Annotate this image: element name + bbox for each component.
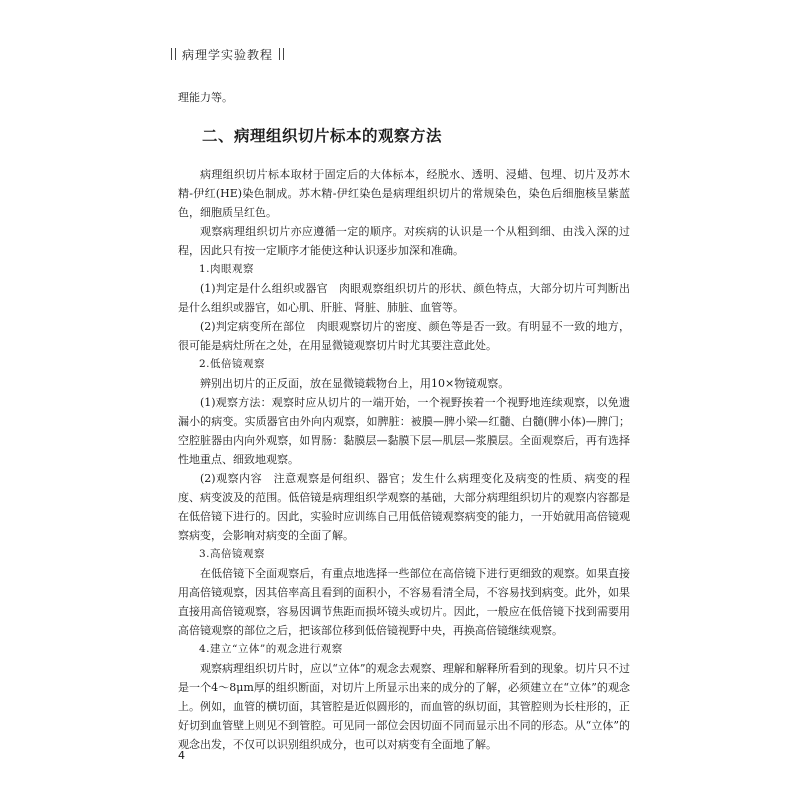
running-header-title: 病理学实验教程 bbox=[182, 48, 274, 62]
paragraph: (1)判定是什么组织或器官 肉眼观察组织切片的形状、颜色特点，大部分切片可判断出是什么组织或器官，如心肌、肝脏、肾脏、肺脏、血管等。 bbox=[178, 282, 630, 314]
subheading-naked-eye: 1.肉眼观察 bbox=[199, 263, 255, 275]
paragraph: (1)观察方法：观察时应从切片的一端开始，一个视野挨着一个视野地连续观察，以免遗漏小的病变。实质器官由外向内观察，如脾脏：被膜—脾小梁—红髓、白髓(脾小体)—脾门；空腔脏器由内向外观察，如胃肠：黏膜层—黏膜下层—肌层—浆膜层。全面观察后，再有选择性地重点、细致地观察。 bbox=[178, 396, 630, 466]
running-header bbox=[171, 46, 284, 63]
paragraph: 观察病理组织切片时，应以“立体”的观念去观察、理解和解释所看到的现象。切片只不过是一个4～8μm厚的组织断面，对切片上所显示出来的成分的了解，必须建立在“立体”的观念上。例如，血管的横切面，其管腔是近似圆形的，而血管的纵切面，其管腔则为长柱形的，正好切到血管壁上则见不到管腔。可见同一部位会因切面不同而显示出不同的形态。从“立体”的观念出发，不仅可以识别组织成分，也可以对病变有全面地了解。 bbox=[178, 662, 630, 751]
header-bar-left bbox=[171, 48, 176, 60]
paragraph: (2)判定病变所在部位 肉眼观察切片的密度、颜色等是否一致。有明显不一致的地方，很可能是病灶所在之处，在用显微镜观察切片时尤其要注意此处。 bbox=[178, 320, 630, 352]
subheading-3d-concept: 4.建立“立体”的观念进行观察 bbox=[199, 643, 343, 655]
paragraph: 病理组织切片标本取材于固定后的大体标本，经脱水、透明、浸蜡、包埋、切片及苏木精-伊红(HE)染色制成。苏木精-伊红染色是病理组织切片的常规染色，染色后细胞核呈紫蓝色，细胞质呈红色。 bbox=[178, 168, 630, 219]
subheading-high-power: 3.高倍镜观察 bbox=[199, 548, 266, 560]
header-bar-right bbox=[279, 48, 284, 60]
paragraph: (2)观察内容 注意观察是何组织、器官；发生什么病理变化及病变的性质、病变的程度、病变波及的范围。低倍镜是病理组织学观察的基础，大部分病理组织切片的观察内容都是在低倍镜下进行的。因此，实验时应训练自己用低倍镜观察病变的能力，一开始就用高倍镜观察病变，会影响对病变的全面了解。 bbox=[178, 472, 630, 542]
paragraph: 辨别出切片的正反面，放在显微镜载物台上，用10×物镜观察。 bbox=[200, 377, 510, 390]
page-number: 4 bbox=[178, 749, 185, 762]
section-title: 二、病理组织切片标本的观察方法 bbox=[202, 127, 443, 145]
subheading-low-power: 2.低倍镜观察 bbox=[199, 358, 266, 370]
paragraph: 在低倍镜下全面观察后，有重点地选择一些部位在高倍镜下进行更细致的观察。如果直接用高倍镜观察，因其倍率高且看到的面积小，不容易看清全局，不容易找到病变。此外，如果直接用高倍镜观察，容易因调节焦距而损坏镜头或切片。因此，一般应在低倍镜下找到需要用高倍镜观察的部位之后，把该部位移到低倍镜视野中央，再换高倍镜继续观察。 bbox=[178, 567, 630, 637]
page-body bbox=[178, 88, 630, 754]
continued-paragraph: 理能力等。 bbox=[178, 91, 233, 104]
paragraph: 观察病理组织切片亦应遵循一定的顺序。对疾病的认识是一个从粗到细、由浅入深的过程，因此只有按一定顺序才能使这种认识逐步加深和准确。 bbox=[178, 225, 630, 257]
